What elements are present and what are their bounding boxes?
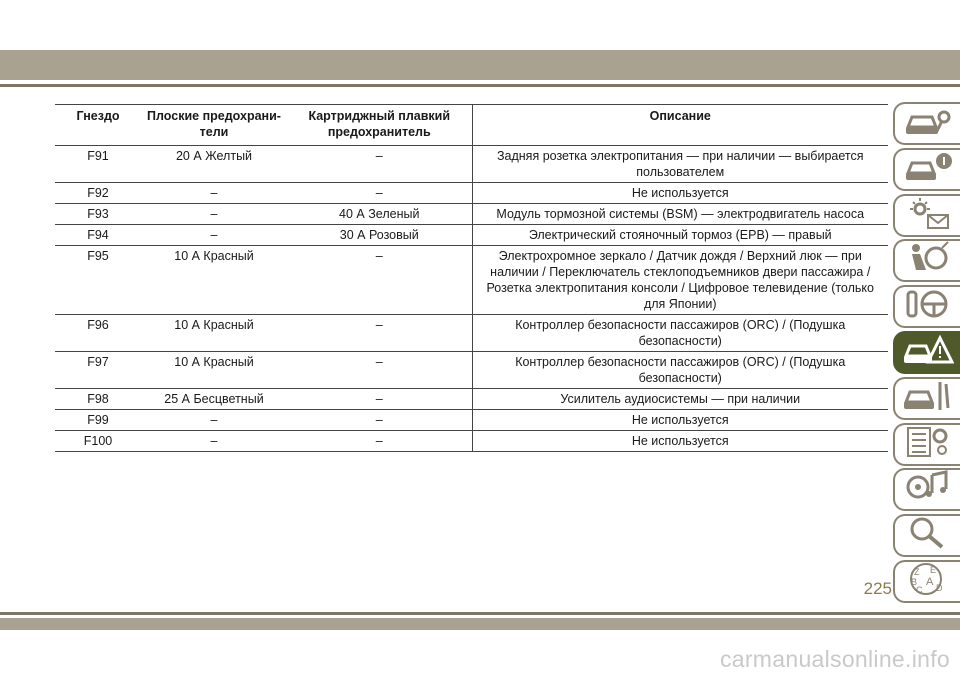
cell-socket: F99: [55, 410, 141, 431]
car-emergency-warning-icon: [902, 332, 954, 373]
cell-description: Контроллер безопасности пассажиров (ORC) / (Подушка безопасности): [472, 315, 888, 352]
header-socket: Гнездо: [55, 105, 141, 146]
cell-description: Модуль тормозной системы (BSM) — электродвигатель насоса: [472, 204, 888, 225]
svg-text:D: D: [935, 583, 942, 593]
table-row: [55, 225, 888, 246]
cell-blade-fuse: –: [141, 183, 287, 204]
table-row: [55, 352, 888, 389]
cell-socket: F95: [55, 246, 141, 315]
cell-socket: F92: [55, 183, 141, 204]
alphabet-index-icon: [902, 561, 954, 602]
cell-cartridge-fuse: –: [287, 183, 472, 204]
header-band: [0, 50, 960, 80]
search-index-icon: [902, 515, 954, 556]
chapter-tab-car-emergency-warning[interactable]: [893, 331, 960, 374]
cell-description: Не используется: [472, 431, 888, 452]
cell-blade-fuse: –: [141, 431, 287, 452]
cell-cartridge-fuse: –: [287, 246, 472, 315]
page-number: 225: [863, 579, 892, 598]
cell-socket: F94: [55, 225, 141, 246]
svg-text:C: C: [915, 585, 922, 595]
warning-lights-message-icon: [902, 195, 954, 236]
chapter-tab-safety-airbag[interactable]: [893, 239, 960, 282]
chapter-tab-search-index[interactable]: [893, 514, 960, 557]
multimedia-music-icon: [902, 469, 954, 510]
svg-text:B: B: [910, 577, 917, 587]
cell-cartridge-fuse: 30 А Розовый: [287, 225, 472, 246]
chapter-tab-steering-wheel-start[interactable]: [893, 285, 960, 328]
cell-socket: F93: [55, 204, 141, 225]
cell-socket: F100: [55, 431, 141, 452]
cell-cartridge-fuse: –: [287, 352, 472, 389]
cell-blade-fuse: –: [141, 410, 287, 431]
car-service-tools-icon: [902, 378, 954, 419]
car-info-icon: [902, 149, 954, 190]
cell-socket: F97: [55, 352, 141, 389]
cell-description: Электрохромное зеркало / Датчик дождя / Верхний люк — при наличии / Переключатель стеклоподъемников двери пассажира / Розетка электропитания консоли / Цифровое телевидение (только для Японии): [472, 246, 888, 315]
cell-description: Не используется: [472, 410, 888, 431]
table-row: [55, 183, 888, 204]
specifications-list-icon: [902, 424, 954, 465]
table-row: [55, 146, 888, 183]
cell-blade-fuse: –: [141, 204, 287, 225]
cell-description: Не используется: [472, 183, 888, 204]
cell-cartridge-fuse: –: [287, 146, 472, 183]
table-row: [55, 410, 888, 431]
steering-wheel-start-icon: [902, 286, 954, 327]
chapter-tab-car-service-tools[interactable]: [893, 377, 960, 420]
footer-rule: [0, 612, 960, 615]
header-cartridge-fuse: Картриджный плавкий предохранитель: [287, 105, 472, 146]
cell-description: Контроллер безопасности пассажиров (ORC) / (Подушка безопасности): [472, 352, 888, 389]
table-row: [55, 246, 888, 315]
svg-text:Z: Z: [913, 567, 919, 577]
cell-blade-fuse: 10 А Красный: [141, 352, 287, 389]
cell-cartridge-fuse: –: [287, 431, 472, 452]
footer-band: [0, 618, 960, 630]
cell-blade-fuse: –: [141, 225, 287, 246]
cell-cartridge-fuse: –: [287, 410, 472, 431]
header-description: Описание: [472, 105, 888, 146]
cell-cartridge-fuse: –: [287, 389, 472, 410]
chapter-tab-multimedia-music[interactable]: [893, 468, 960, 511]
cell-socket: F91: [55, 146, 141, 183]
header-blade-fuses: Плоские предохрани- тели: [141, 105, 287, 146]
table-header-row: [55, 105, 888, 146]
car-key-icon: [902, 103, 954, 144]
svg-text:E: E: [929, 565, 936, 575]
svg-text:A: A: [925, 576, 933, 588]
cell-blade-fuse: 20 А Желтый: [141, 146, 287, 183]
cell-cartridge-fuse: –: [287, 315, 472, 352]
chapter-tab-warning-lights-message[interactable]: [893, 194, 960, 237]
chapter-tab-car-info[interactable]: [893, 148, 960, 191]
cell-blade-fuse: 25 А Бесцветный: [141, 389, 287, 410]
safety-airbag-icon: [902, 240, 954, 281]
cell-cartridge-fuse: 40 А Зеленый: [287, 204, 472, 225]
cell-socket: F96: [55, 315, 141, 352]
cell-description: Электрический стояночный тормоз (EPB) — правый: [472, 225, 888, 246]
cell-description: Усилитель аудиосистемы — при наличии: [472, 389, 888, 410]
cell-blade-fuse: 10 А Красный: [141, 246, 287, 315]
header-rule: [0, 84, 960, 87]
cell-blade-fuse: 10 А Красный: [141, 315, 287, 352]
chapter-tab-specifications-list[interactable]: [893, 423, 960, 466]
fuse-table: [55, 104, 888, 452]
table-row: [55, 431, 888, 452]
watermark: carmanualsonline.info: [719, 646, 950, 672]
chapter-tab-car-key[interactable]: [893, 102, 960, 145]
table-row: [55, 204, 888, 225]
cell-socket: F98: [55, 389, 141, 410]
cell-description: Задняя розетка электропитания — при наличии — выбирается пользователем: [472, 146, 888, 183]
table-row: [55, 315, 888, 352]
chapter-tab-alphabet-index[interactable]: [893, 560, 960, 603]
table-row: [55, 389, 888, 410]
